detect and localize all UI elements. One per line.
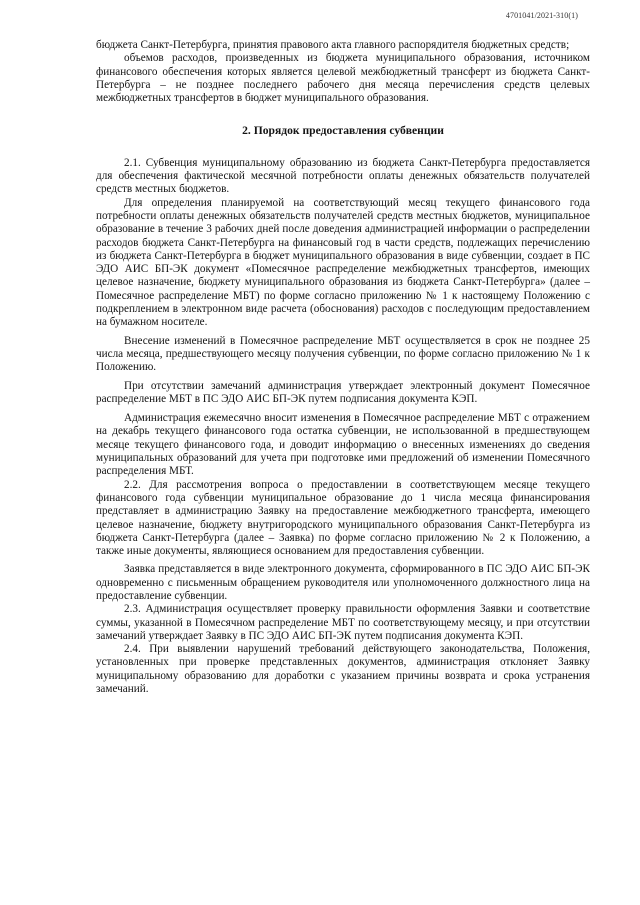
paragraph-2-4: 2.4. При выявлении нарушений требований действующего законодательства, Положения, установленных при проверке представленных документов, администрация отклоняет Заявку муниципальному образованию для доработки с указанием причины возврата и срока устранения замечаний.: [96, 643, 590, 696]
paragraph: Заявка представляется в виде электронного документа, сформированного в ПС ЭДО АИС БП-ЭК одновременно с письменным обращением руководителя или уполномоченного должностного лица на предоставление субвенции.: [96, 563, 590, 602]
paragraph: Для определения планируемой на соответствующий месяц текущего финансового года потребности оплаты денежных обязательств получателей средств местных бюджетов, муниципальное образование в течение 3 рабочих дней после доведения администрацией информации о распределении расходов бюджета Санкт-Петербурга на финансовый год в части средств, подлежащих перечислению из бюджета Санкт-Петербурга в бюджет муниципального образования в виде субвенции, создает в ПС ЭДО АИС БП-ЭК документ «Помесячное распределение межбюджетных трансфертов, имеющих целевое назначение, бюджету муниципального образования из бюджета Санкт-Петербурга» (далее – Помесячное распределение МБТ) по форме согласно приложению № 1 к настоящему Положению с подкреплением в электронном виде расчета (обоснования) расходов с последующим предоставлением на бумажном носителе.: [96, 196, 590, 329]
paragraph: Администрация ежемесячно вносит изменения в Помесячное распределение МБТ с отражением на декабрь текущего финансового года остатка субвенции, не использованной в предшествующем месяце текущего финансового года, и доводит информацию о внесенных изменениях до сведения муниципальных образований для учета при подготовке ими предложений об изменении Помесячного распределения МБТ.: [96, 412, 590, 478]
document-body: [96, 39, 590, 696]
paragraph: объемов расходов, произведенных из бюджета муниципального образования, источником финансового обеспечения которых является целевой межбюджетный трансферт из бюджета Санкт-Петербурга – не позднее последнего рабочего дня месяца перечисления средств целевых межбюджетных трансфертов в бюджет муниципального образования.: [96, 52, 590, 105]
paragraph: При отсутствии замечаний администрация утверждает электронный документ Помесячное распределение МБТ в ПС ЭДО АИС БП-ЭК путем подписания документа КЭП.: [96, 379, 590, 405]
paragraph: бюджета Санкт-Петербурга, принятия правового акта главного распорядителя бюджетных средств;: [96, 39, 570, 51]
section-title: 2. Порядок предоставления субвенции: [242, 124, 444, 138]
document-code: 4701041/2021-310(1): [505, 11, 578, 20]
paragraph-2-1: 2.1. Субвенция муниципальному образованию из бюджета Санкт-Петербурга предоставляется для обеспечения фактической месячной потребности оплаты денежных обязательств получателей средств местных бюджетов.: [96, 156, 590, 196]
paragraph: Внесение изменений в Помесячное распределение МБТ осуществляется в срок не позднее 25 числа месяца, предшествующего месяцу получения субвенции, по форме согласно приложению № 1 к Положению.: [96, 334, 590, 374]
paragraph-2-2: 2.2. Для рассмотрения вопроса о предоставлении в соответствующем месяце текущего финансового года субвенции муниципальное образование до 1 числа месяца финансирования представляет в администрацию Заявку на предоставление межбюджетного трансферта, имеющего целевое назначение, бюджету внутригородского муниципального образования Санкт-Петербурга из бюджета Санкт-Петербурга (далее – Заявка) по форме согласно приложению № 2 к Положению, а также иные документы, являющиеся основанием для предоставления субвенции.: [96, 478, 590, 558]
paragraph-2-3: 2.3. Администрация осуществляет проверку правильности оформления Заявки и соответствие суммы, указанной в Помесячном распределение МБТ по соответствующему месяцу, и при отсутствии замечаний утверждает Заявку в ПС ЭДО АИС БП-ЭК путем подписания документа КЭП.: [96, 603, 590, 642]
